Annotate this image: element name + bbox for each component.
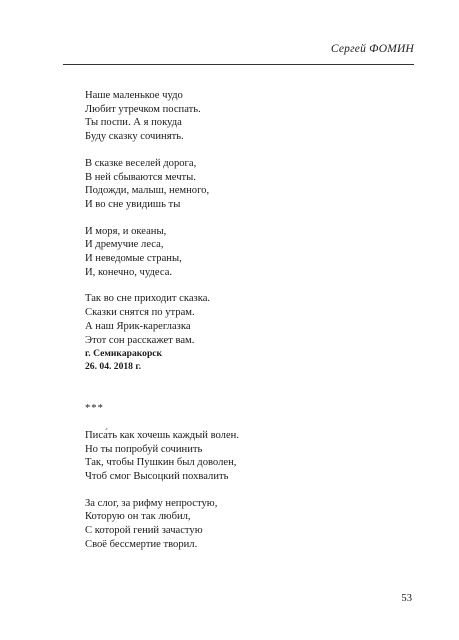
section-separator: *** [85,403,104,415]
stanza [85,157,405,212]
poem-line: Которую он так любил, [85,511,191,523]
stanza [85,89,405,144]
poem-line: И моря, и океаны, [85,225,167,237]
poem-line: И во сне увидишь ты [85,198,181,210]
poem-line: Своё бессмертие творил. [85,538,198,550]
poem-line: Наше маленькое чудо [85,90,183,101]
poem-line: Но ты попробуй сочинить [85,443,203,455]
poem-line: С которой гений зачастую [85,525,203,537]
poem-line: За слог, за рифму непростую, [85,497,218,509]
poem-line: И неведомые страны, [85,253,182,265]
stanza [85,497,405,552]
poem-1 [85,89,405,373]
poem-line: Этот сон расскажет вам. [85,334,195,346]
poem-line: Сказки снятся по утрам. [85,307,195,319]
poem-line: Буду сказку сочинять. [85,131,184,143]
poem-date: 26. 04. 2018 г. [85,361,142,373]
poem-line: Писа́ть как хочешь каждый волен. [85,429,239,441]
poem-line: А наш Ярик-кареглазка [85,320,191,332]
poem-line: Чтоб смог Высоцкий похвалить [85,471,229,483]
poem-2 [85,429,405,552]
poem-line: И дремучие леса, [85,239,164,251]
poem-line: Любит утречком поспать. [85,103,201,115]
poem-line: В ней сбываются мечты. [85,171,196,183]
header-divider [63,64,414,65]
page-content [85,89,405,565]
poem-line: Так во сне приходит сказка. [85,293,211,305]
running-header-author: Сергей ФОМИН [330,43,414,55]
poem-place: г. Семикаракорск [85,348,163,360]
stanza [85,429,405,484]
page-number: 53 [401,593,412,604]
poem-line: Так, чтобы Пушкин был доволен, [85,457,237,469]
stanza [85,225,405,280]
stanza [85,292,405,373]
poem-line: В сказке веселей дорога, [85,157,197,169]
poem-line: Подожди, малыш, немного, [85,185,210,197]
poem-line: Ты поспи. А я покуда [85,117,182,129]
poem-line: И, конечно, чудеса. [85,266,173,278]
